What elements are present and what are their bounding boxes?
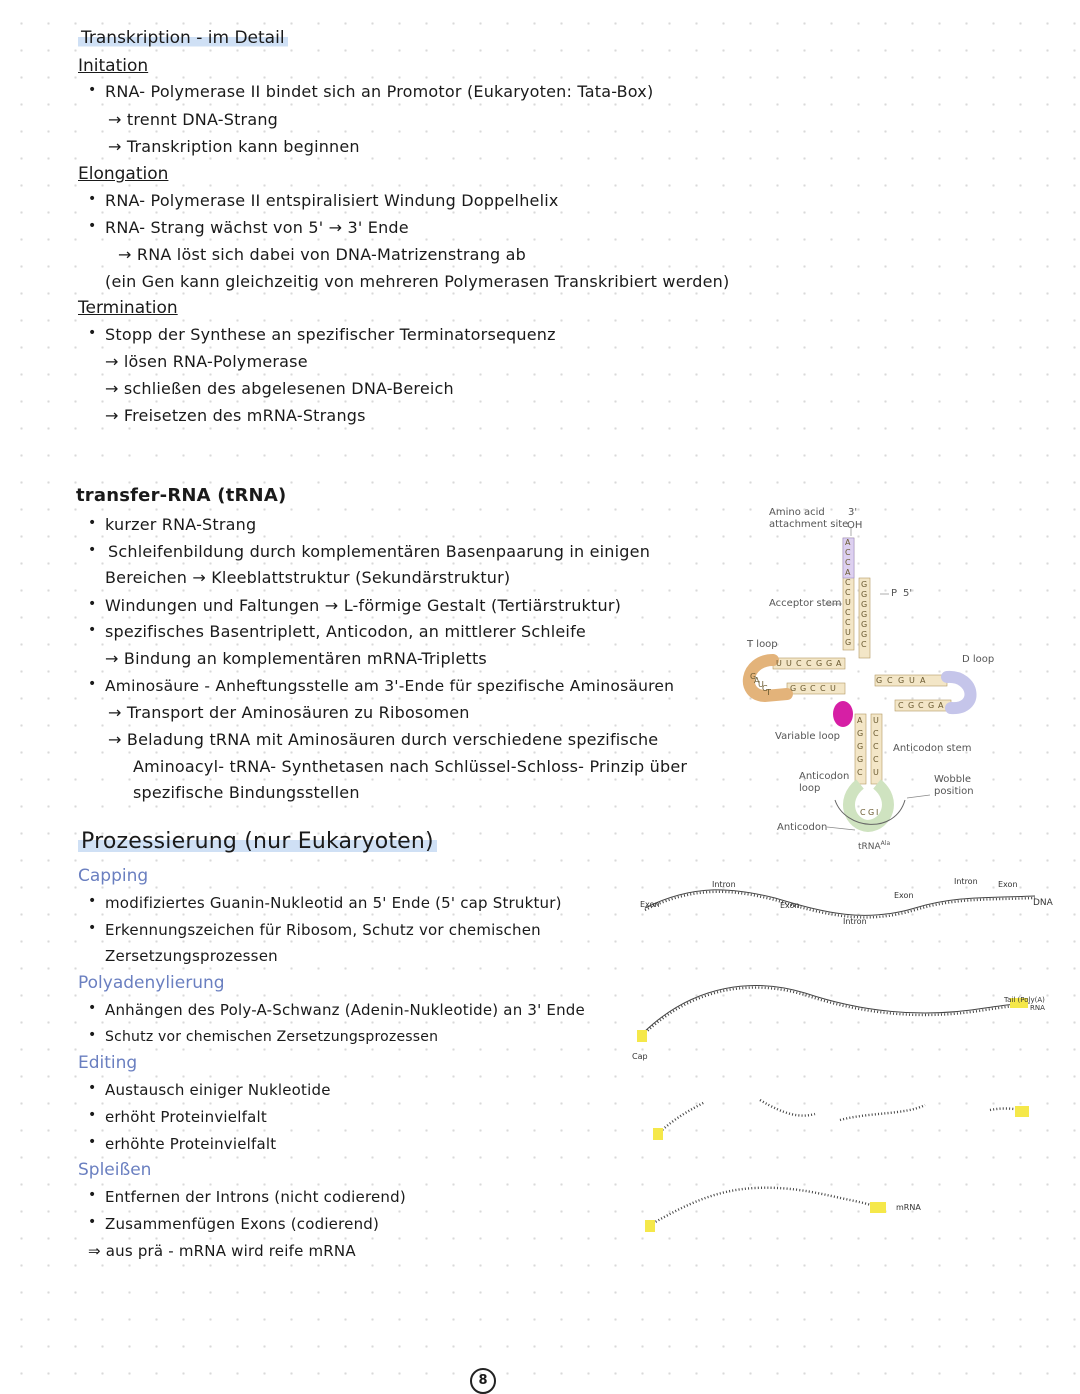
trna-base-d_arm_bottom: C [918,701,924,710]
trna-line: Schleifenbildung durch komplementären Basenpaarung in einigen [108,542,651,561]
initiation-line: → trennt DNA-Strang [108,110,279,129]
trna-base-anticodon_stem_left: G [857,755,864,764]
label-p: P [891,588,898,599]
trna-base-acceptor_pairs: G [861,620,868,629]
bullet: • [88,1134,97,1150]
trna-base-anticodon_bases: G [868,808,875,817]
capping-line: Zersetzungsprozessen [105,947,278,965]
cap-marker [645,1220,655,1232]
trna-base-acceptor_bases: A [845,538,851,547]
heading-capping: Capping [78,866,149,886]
trna-line: → Bindung an komplementären mRNA-Tripletts [105,649,487,668]
trna-base-d_arm_bottom: G [928,701,935,710]
bullet: • [88,596,97,612]
trna-base-acceptor_bases: C [845,548,851,557]
trna-base-d_arm_top: G [876,676,883,685]
trna-line: spezifisches Basentriplett, Anticodon, an mittlerer Schleife [105,622,586,641]
page-number: 8 [470,1368,496,1394]
trna-base-t_arm_top: U [776,659,782,668]
bullet: • [88,1080,97,1096]
bullet: • [88,1214,97,1230]
editing-line: erhöhte Proteinvielfalt [105,1135,277,1153]
label-amino-acid-site: Amino acid attachment site [769,507,849,530]
trna-base-acceptor_bases: U [845,628,851,637]
trna-line: Aminosäure - Anheftungsstelle am 3'-Ende für spezifische Aminosäuren [105,677,675,695]
trna-base-t_loop_bases: C [762,684,768,693]
label-intron: Intron [843,917,867,926]
trna-base-acceptor_bases: C [845,618,851,627]
capping-line: modifiziertes Guanin-Nukleotid an 5' Ende (5' cap Struktur) [105,894,562,912]
heading-processing: Prozessierung (nur Eukaryoten) [78,828,437,856]
label-exon: Exon [640,900,660,909]
trna-base-acceptor_pairs: G [861,610,868,619]
splicing-line: Zusammenfügen Exons (codierend) [105,1215,380,1233]
polyadenylation-line: Anhängen des Poly-A-Schwanz (Adenin-Nukleotide) an 3' Ende [105,1001,585,1019]
trna-base-d_arm_bottom: C [898,701,904,710]
polya-tail [870,1202,886,1213]
trna-line: → Transport der Aminosäuren zu Ribosomen [108,703,470,722]
editing-line: erhöht Proteinvielfalt [105,1108,267,1126]
trna-base-anticodon_bases: C [860,808,866,817]
trna-base-anticodon_stem_right: C [873,755,879,764]
trna-base-anticodon_stem_left: C [857,768,863,777]
cap-marker [653,1128,663,1140]
trna-base-t_arm_top: C [796,659,802,668]
trna-line: spezifische Bindungsstellen [133,783,360,802]
editing-line: Austausch einiger Nukleotide [105,1081,331,1099]
trna-base-anticodon_stem_left: G [857,742,864,751]
label-mrna: mRNA [896,1203,921,1212]
label-acceptor-stem: Acceptor stem [769,598,842,609]
label-exon: Exon [894,891,914,900]
label-t-loop: T loop [747,639,778,650]
label-anticodon: Anticodon [777,822,828,833]
bullet: • [88,920,97,936]
termination-line: → schließen des abgelesenen DNA-Bereich [105,379,454,398]
label-polya-tail: Tail (Poly(A) RNA [1004,996,1045,1012]
heading-elongation: Elongation [78,164,169,184]
trna-base-acceptor_bases: C [845,588,851,597]
label-variable-loop: Variable loop [775,731,841,742]
trna-base-t_arm_top: U [786,659,792,668]
bullet: • [88,1000,97,1016]
heading-splicing: Spleißen [78,1160,152,1180]
initiation-line: → Transkription kann beginnen [108,137,360,156]
elongation-line: RNA- Strang wächst von 5' → 3' Ende [105,218,409,237]
label-dna: DNA [1033,898,1053,908]
bullet: • [88,1187,97,1203]
label-cap: Cap [632,1052,648,1061]
trna-line: Aminoacyl- tRNA- Synthetasen nach Schlüssel-Schloss- Prinzip über [133,757,688,776]
intron-fragment [760,1100,815,1116]
trna-base-acceptor_bases: C [845,578,851,587]
trna-base-t_arm_bottom: C [810,684,816,693]
elongation-line: RNA- Polymerase II entspiralisiert Windung Doppelhelix [105,191,559,210]
bullet: • [88,325,97,341]
bullet: • [88,191,97,207]
trna-base-t_arm_bottom: G [790,684,797,693]
trna-base-t_arm_top: G [826,659,833,668]
trna-base-acceptor_bases: G [845,638,852,647]
trna-base-anticodon_stem_right: U [873,716,879,725]
label-oh: OH [847,520,863,531]
bullet: • [88,82,97,98]
termination-line: → Freisetzen des mRNA-Strangs [105,406,366,425]
label-anticodon-loop: Anticodon loop [799,771,850,794]
trna-base-anticodon_stem_right: C [873,742,879,751]
trna-base-t_loop_bases: U [758,680,764,689]
label-wobble: Wobble position [934,774,974,797]
trna-base-acceptor_pairs: G [861,630,868,639]
cap-marker [637,1030,647,1042]
splicing-diagram [625,870,1065,1250]
trna-base-acceptor_bases: U [845,598,851,607]
trna-base-acceptor_pairs: C [861,640,867,649]
trna-base-anticodon_stem_left: A [857,716,863,725]
heading-initiation: Initation [78,56,149,76]
label-intron: Intron [954,877,978,886]
trna-line: → Beladung tRNA mit Aminosäuren durch verschiedene spezifische [108,730,659,749]
trna-base-d_arm_bottom: A [938,701,944,710]
trna-line: Windungen und Faltungen → L-förmige Gestalt (Tertiärstruktur) [105,596,622,615]
heading-trna: transfer-RNA (tRNA) [76,485,287,506]
trna-base-acceptor_pairs: G [861,590,868,599]
label-3prime: 3' [848,507,858,518]
capping-line: Erkennungszeichen für Ribosom, Schutz vor chemischen [105,921,541,939]
label-d-loop: D loop [962,654,995,665]
trna-base-acceptor_pairs: G [861,600,868,609]
elongation-line: → RNA löst sich dabei von DNA-Matrizenstrang ab [118,245,527,264]
variable-loop [833,701,853,727]
label-exon: Exon [780,901,800,910]
initiation-line: RNA- Polymerase II bindet sich an Promotor (Eukaryoten: Tata-Box) [105,82,654,101]
termination-line: Stopp der Synthese an spezifischer Terminatorsequenz [105,325,556,344]
label-anticodon-stem: Anticodon stem [893,743,972,754]
trna-base-d_arm_top: G [898,676,905,685]
bullet: • [88,542,97,558]
trna-base-t_arm_top: G [816,659,823,668]
trna-base-d_arm_top: U [909,676,915,685]
exon-fragment [660,1102,705,1132]
trna-base-acceptor_bases: C [845,608,851,617]
trna-base-anticodon_stem_right: C [873,729,879,738]
trna-base-t_arm_bottom: C [820,684,826,693]
trna-base-anticodon_bases: I [876,808,879,817]
trna-base-acceptor_bases: C [845,558,851,567]
polyadenylation-line: Schutz vor chemischen Zersetzungsprozessen [105,1029,439,1045]
trna-base-t_arm_bottom: U [830,684,836,693]
trna-base-t_arm_top: C [806,659,812,668]
trna-base-acceptor_pairs: G [861,580,868,589]
trna-base-d_arm_bottom: G [908,701,915,710]
label-trna-name: tRNA$^{Ala}$ [858,840,891,852]
trna-base-anticodon_stem_left: G [857,729,864,738]
splicing-line: ⇒ aus prä - mRNA wird reife mRNA [88,1242,356,1260]
polya-tail [1015,1106,1029,1117]
label-exon: Exon [998,880,1018,889]
label-intron: Intron [712,880,736,889]
trna-base-d_arm_top: A [920,676,926,685]
trna-base-anticodon_stem_right: U [873,768,879,777]
trna-base-t_loop_bases: T [766,688,771,697]
bullet: • [88,1027,97,1043]
bullet: • [88,218,97,234]
heading-termination: Termination [78,298,178,318]
bullet: • [88,676,97,692]
bullet: • [88,1107,97,1123]
trna-base-t_arm_bottom: G [800,684,807,693]
trna-line: Bereichen → Kleeblattstruktur (Sekundärstruktur) [105,568,511,587]
trna-base-acceptor_bases: A [845,568,851,577]
trna-base-t_loop_bases: A [754,676,760,685]
trna-line: kurzer RNA-Strang [105,515,257,534]
heading-polyadenylation: Polyadenylierung [78,973,225,993]
trna-base-d_arm_top: C [887,676,893,685]
trna-base-t_loop_bases: G [750,672,757,681]
exon-fragment [840,1105,925,1120]
section-title-transcription: Transkription - im Detail [78,28,288,48]
bullet: • [88,622,97,638]
bullet: • [88,893,97,909]
elongation-line: (ein Gen kann gleichzeitig von mehreren Polymerasen Transkribiert werden) [105,272,730,291]
termination-line: → lösen RNA-Polymerase [105,352,308,371]
mature-mrna-strand [650,1188,880,1225]
heading-editing: Editing [78,1053,138,1073]
bullet: • [88,515,97,531]
pre-mrna-strand [643,988,1030,1035]
trna-base-t_arm_top: A [836,659,842,668]
label-5prime: 5' [903,588,913,599]
splicing-line: Entfernen der Introns (nicht codierend) [105,1188,406,1206]
